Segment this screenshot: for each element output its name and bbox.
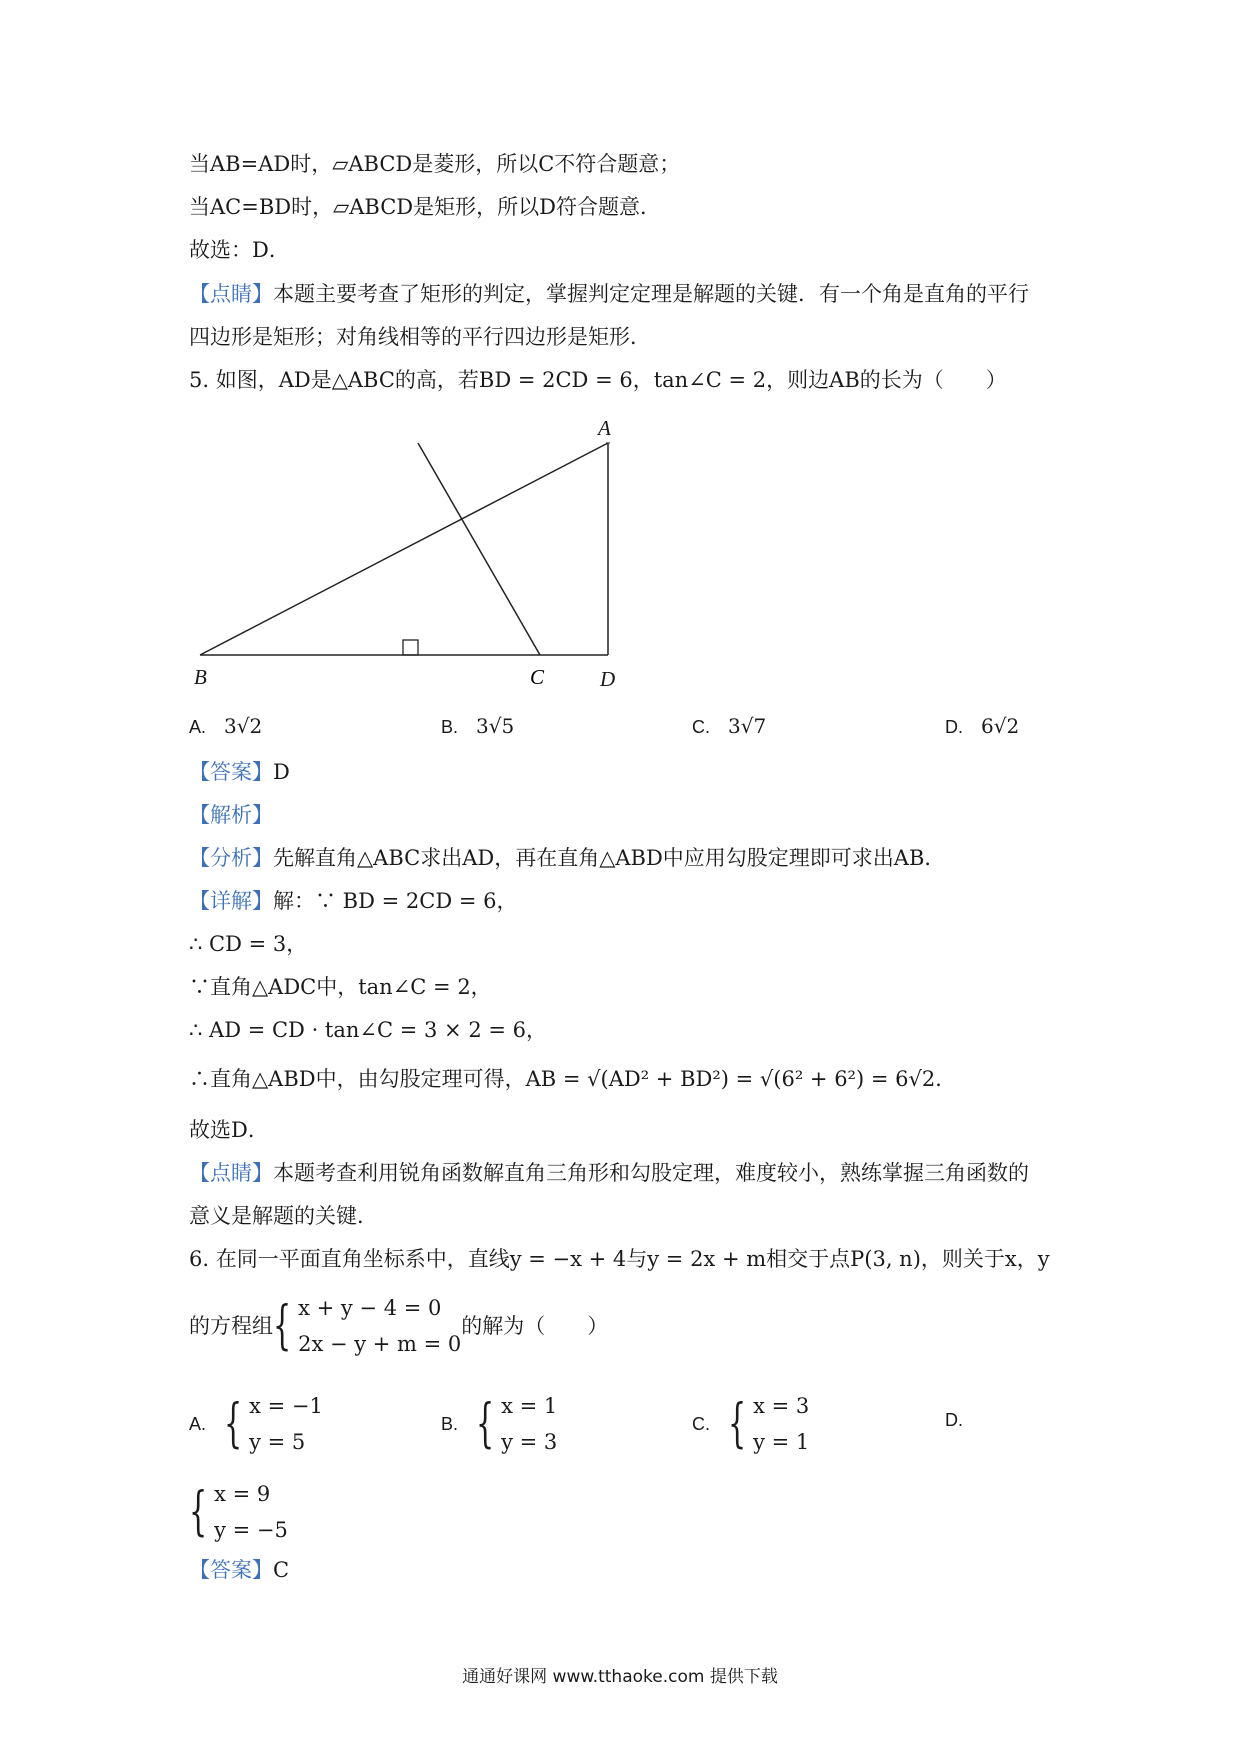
q6-option-a[interactable]: A. { x = −1 y = 5 bbox=[189, 1394, 323, 1454]
solution-step: ∴ CD = 3， bbox=[189, 932, 308, 956]
text-line: 当AB=AD时，▱ABCD是菱形，所以C不符合题意； bbox=[189, 152, 681, 176]
q6-system-line bbox=[189, 1290, 608, 1362]
q5-option-b[interactable]: B. 3√5 bbox=[441, 714, 515, 738]
q6-stem-suffix: 的解为（ ） bbox=[461, 1314, 609, 1338]
q6-option-d-label[interactable]: D. bbox=[945, 1410, 963, 1430]
left-brace-icon: { bbox=[476, 1394, 495, 1454]
xiangjie-text: 解：∵ BD = 2CD = 6， bbox=[273, 889, 518, 913]
vertex-d-label: D bbox=[600, 667, 616, 691]
answer-value: D bbox=[273, 760, 290, 784]
question-5-stem: 5. 如图，AD是△ABC的高，若BD = 2CD = 6，tan∠C = 2，则边AB的长为（ ） bbox=[189, 368, 1007, 392]
dianjing-text: 本题考查利用锐角函数解直角三角形和勾股定理，难度较小，熟练掌握三角函数的 bbox=[273, 1161, 1029, 1185]
q6-answer-line bbox=[189, 1556, 289, 1584]
q6-option-c[interactable]: C. { x = 3 y = 1 bbox=[692, 1394, 810, 1454]
answer-label: 【答案】 bbox=[189, 1558, 273, 1582]
xiangjie-line bbox=[189, 887, 517, 915]
solution-step: ∵直角△ADC中，tan∠C = 2， bbox=[189, 975, 492, 999]
text-line: 故选：D． bbox=[189, 238, 290, 262]
answer-label: 【答案】 bbox=[189, 760, 273, 784]
xiangjie-label: 【详解】 bbox=[189, 889, 273, 913]
left-brace-icon: { bbox=[189, 1482, 208, 1542]
text-line: 意义是解题的关键． bbox=[189, 1204, 378, 1228]
fenxi-line bbox=[189, 844, 945, 872]
q6-option-d[interactable]: { x = 9 y = −5 bbox=[189, 1482, 288, 1542]
dianjing-text: 本题主要考查了矩形的判定，掌握判定定理是解题的关键．有一个角是直角的平行 bbox=[273, 282, 1029, 306]
text-line: 四边形是矩形；对角线相等的平行四边形是矩形． bbox=[189, 325, 651, 349]
page-footer: 通通好课网 www.tthaoke.com 提供下载 bbox=[462, 1667, 778, 1687]
fenxi-label: 【分析】 bbox=[189, 846, 273, 870]
question-6-stem: 6. 在同一平面直角坐标系中，直线y = −x + 4与y = 2x + m相交于点P(3, n)，则关于x，y bbox=[189, 1247, 1050, 1271]
q5-option-d[interactable]: D. 6√2 bbox=[945, 714, 1020, 738]
equation-system: x + y − 4 = 0 2x − y + m = 0 bbox=[298, 1296, 462, 1356]
jiexi-label: 【解析】 bbox=[189, 803, 273, 827]
vertex-b-label: B bbox=[194, 665, 207, 689]
triangle-overlay bbox=[190, 410, 650, 700]
fenxi-text: 先解直角△ABC求出AD，再在直角△ABD中应用勾股定理即可求出AB． bbox=[273, 846, 946, 870]
left-brace-icon: { bbox=[728, 1394, 747, 1454]
side-ac bbox=[418, 443, 540, 655]
dianjing-label: 【点睛】 bbox=[189, 282, 273, 306]
vertex-c-label: C bbox=[530, 665, 545, 689]
left-brace-icon: { bbox=[273, 1296, 292, 1356]
vertex-a-label: A bbox=[598, 416, 611, 440]
dianjing-line bbox=[189, 280, 1029, 308]
dianjing-line bbox=[189, 1159, 1029, 1187]
text-line: 当AC=BD时，▱ABCD是矩形，所以D符合题意． bbox=[189, 195, 661, 219]
left-brace-icon: { bbox=[224, 1394, 243, 1454]
dianjing-label: 【点睛】 bbox=[189, 1161, 273, 1185]
right-angle-mark bbox=[403, 640, 418, 655]
q6-stem-prefix: 的方程组 bbox=[189, 1314, 273, 1338]
solution-step: ∴ AD = CD · tan∠C = 3 × 2 = 6， bbox=[189, 1018, 547, 1042]
q5-answer-line bbox=[189, 758, 290, 786]
q5-option-c[interactable]: C. 3√7 bbox=[692, 714, 767, 738]
solution-step: 故选D． bbox=[189, 1118, 269, 1142]
answer-value: C bbox=[273, 1558, 290, 1582]
solution-step: ∴直角△ABD中，由勾股定理可得，AB = √(AD² + BD²) = √(6² + 6²) = 6√2． bbox=[189, 1067, 957, 1091]
q6-option-b[interactable]: B. { x = 1 y = 3 bbox=[441, 1394, 558, 1454]
q5-option-a[interactable]: A. 3√2 bbox=[189, 714, 263, 738]
